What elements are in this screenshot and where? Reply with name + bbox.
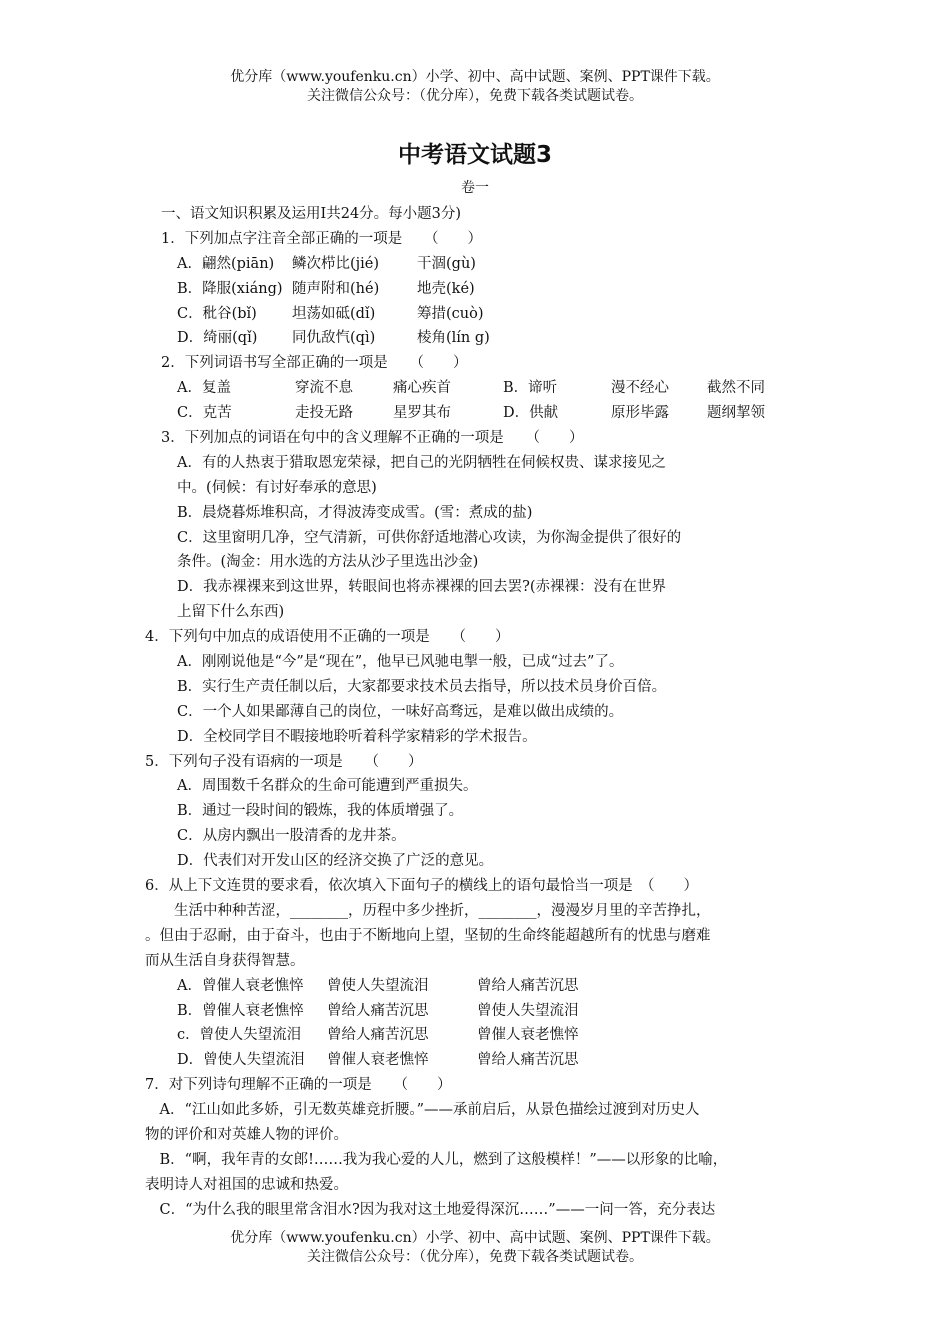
question-3-line: 上留下什么东西) — [177, 604, 285, 621]
header-line-2: 关注微信公众号：（优分库），免费下载各类试题试卷。 — [307, 88, 643, 104]
question-6-passage: 。但由于忍耐，由于奋斗，也由于不断地向上望，坚韧的生命终能超越所有的忧患与磨难 — [145, 927, 711, 944]
page-title: 中考语文试题3 — [397, 142, 552, 168]
question-3-line: A．有的人热衷于猎取恩宠荣禄，把自己的光阴牺牲在伺候权贵、谋求接见之 — [177, 454, 666, 471]
question-3-line: 条件。(淘金：用水选的方法从沙子里选出沙金) — [177, 554, 479, 571]
question-7-line: C．“为什么我的眼里常含泪水?因为我对这土地爱得深沉……”——一问一答，充分表达 — [145, 1201, 716, 1218]
question-6-passage: 而从生活自身获得智慧。 — [145, 952, 305, 969]
question-3-stem: 3．下列加点的词语在句中的含义理解不正确的一项是 （ ） — [161, 430, 584, 447]
question-5-option: B．通过一段时间的锻炼，我的体质增强了。 — [177, 803, 464, 820]
question-5-option: D．代表们对开发山区的经济交换了广泛的意见。 — [177, 853, 494, 870]
question-3-line: D．我赤裸裸来到这世界，转眼间也将赤裸裸的回去罢?(赤裸裸：没有在世界 — [177, 579, 667, 596]
question-6-passage: 生活中种种苦涩，________，历程中多少挫折，________，漫漫岁月里的辛苦挣扎， — [145, 902, 711, 919]
question-6-option: c．曾使人失望流泪 曾给人痛苦沉思 曾催人衰老憔悴 — [177, 1027, 579, 1044]
exam-content — [145, 202, 825, 1223]
question-4-option: D．全校同学目不暇接地聆听着科学家精彩的学术报告。 — [177, 728, 537, 745]
question-4-option: C．一个人如果鄙薄自己的岗位，一味好高骛远，是难以做出成绩的。 — [177, 703, 624, 720]
page-header — [0, 68, 950, 106]
question-6-option: B．曾催人衰老憔悴 曾给人痛苦沉思 曾使人失望流泪 — [177, 1002, 579, 1019]
question-7-line: 物的评价和对英雄人物的评价。 — [145, 1126, 348, 1143]
question-1-option: A．翩然(piān) 鳞次栉比(jié) 干涸(gù) — [177, 255, 476, 272]
question-7-line: A．“江山如此多娇，引无数英雄竞折腰。”——承前启后，从景色描绘过渡到对历史人 — [145, 1102, 700, 1119]
question-3-line: C．这里窗明几净，空气清新，可供你舒适地潜心攻读，为你淘金提供了很好的 — [177, 529, 682, 546]
question-5-option: A．周围数千名群众的生命可能遭到严重损失。 — [177, 778, 478, 795]
question-5-stem: 5．下列句子没有语病的一项是 （ ） — [145, 753, 423, 770]
question-2-option: C．克苦 走投无路 星罗其布 D．供献 原形毕露 题纲挈领 — [177, 405, 765, 422]
question-1-option: D．绮丽(qǐ) 同仇敌忾(qì) 棱角(lín g) — [177, 330, 490, 347]
volume-label: 卷一 — [461, 180, 489, 196]
header-line-1: 优分库（www.youfenku.cn）小学、初中、高中试题、案例、PPT课件下载。 — [230, 69, 720, 85]
question-6-option: A．曾催人衰老憔悴 曾使人失望流泪 曾给人痛苦沉思 — [177, 977, 579, 994]
question-6-stem: 6．从上下文连贯的要求看，依次填入下面句子的横线上的语句最恰当一项是 （ ） — [145, 878, 698, 895]
question-1-option: C．秕谷(bǐ) 坦荡如砥(dǐ) 筹措(cuò) — [177, 305, 484, 322]
question-2-stem: 2．下列词语书写全部正确的一项是 （ ） — [161, 355, 468, 372]
footer-line-2: 关注微信公众号：（优分库），免费下载各类试题试卷。 — [307, 1249, 643, 1265]
question-7-line: B．“啊，我年青的女郎!……我为我心爱的人儿，燃到了这般模样！”——以形象的比喻， — [145, 1151, 728, 1168]
question-6-option: D．曾使人失望流泪 曾催人衰老憔悴 曾给人痛苦沉思 — [177, 1052, 579, 1069]
question-3-line: B．晨烧暮烁堆积高，才得波涛变成雪。(雪：煮成的盐) — [177, 504, 533, 521]
question-4-option: B．实行生产责任制以后，大家都要求技术员去指导，所以技术员身价百倍。 — [177, 678, 667, 695]
question-4-stem: 4．下列句中加点的成语使用不正确的一项是 （ ） — [145, 629, 510, 646]
page-footer — [0, 1229, 950, 1267]
question-4-option: A．刚刚说他是“今”是“现在”，他早已风驰电掣一般，已成“过去”了。 — [177, 654, 624, 671]
question-5-option: C．从房内飘出一股清香的龙井茶。 — [177, 828, 406, 845]
question-2-option: A．复盖 穿流不息 痛心疾首 B．谛听 漫不经心 截然不同 — [177, 380, 765, 397]
question-7-line: 表明诗人对祖国的忠诚和热爱。 — [145, 1176, 348, 1193]
question-1-stem: 1．下列加点字注音全部正确的一项是 （ ） — [161, 230, 482, 247]
question-7-stem: 7．对下列诗句理解不正确的一项是 （ ） — [145, 1077, 452, 1094]
question-3-line: 中。(伺候：有讨好奉承的意思) — [177, 479, 377, 496]
section-heading: 一、语文知识积累及运用Ⅰ共24分。每小题3分) — [161, 206, 462, 222]
question-1-option: B．降服(xiáng) 随声附和(hé) 地壳(ké) — [177, 280, 475, 297]
footer-line-1: 优分库（www.youfenku.cn）小学、初中、高中试题、案例、PPT课件下载。 — [230, 1230, 720, 1246]
